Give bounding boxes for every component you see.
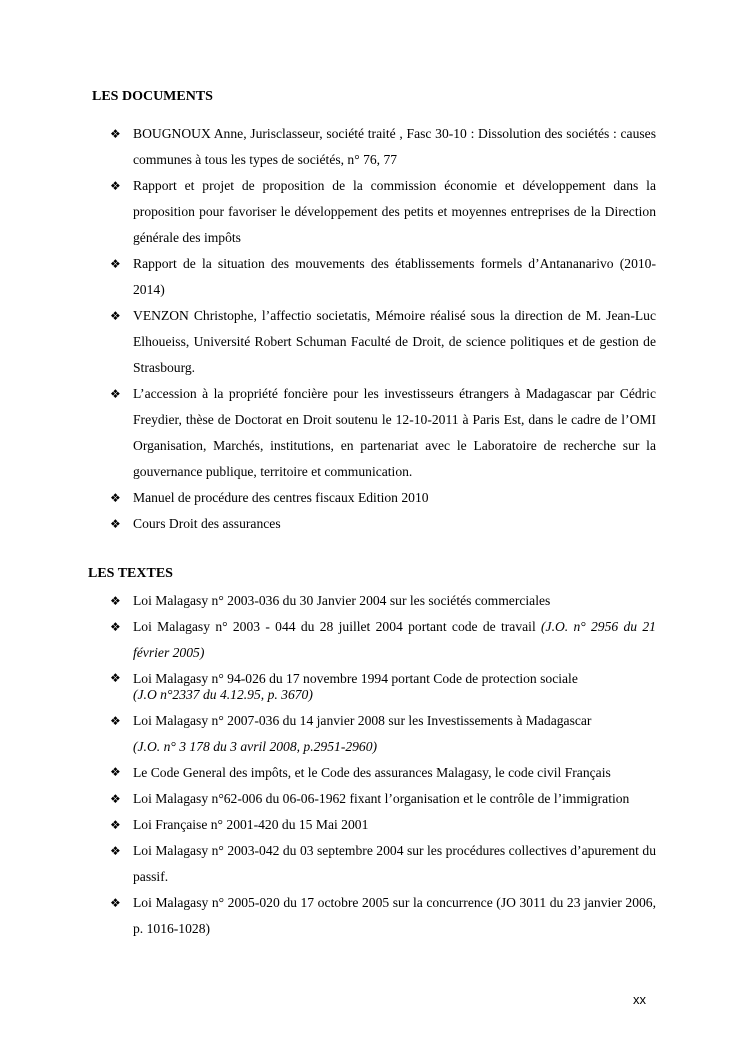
documents-list <box>110 121 656 537</box>
diamond-bullet-icon: ❖ <box>110 714 121 728</box>
diamond-bullet-icon: ❖ <box>110 818 121 832</box>
list-item: ❖ Loi Malagasy n° 94-026 du 17 novembre 1994 portant Code de protection sociale (J.O n°2337 du 4.12.95, p. 3670) <box>110 671 578 702</box>
diamond-bullet-icon: ❖ <box>110 792 121 806</box>
diamond-bullet-icon: ❖ <box>110 309 121 323</box>
list-item: ❖ Cours Droit des assurances <box>110 511 656 537</box>
diamond-bullet-icon: ❖ <box>110 765 121 779</box>
list-item: ❖ Loi Française n° 2001-420 du 15 Mai 2001 <box>110 812 656 838</box>
list-item: ❖ Rapport de la situation des mouvements des établissements formels d’Antananarivo (2010-2014) <box>110 251 656 303</box>
documents-heading: LES DOCUMENTS <box>92 89 213 104</box>
list-item: ❖ Loi Malagasy n° 2005-020 du 17 octobre 2005 sur la concurrence (JO 3011 du 23 janvier 2006, p. 1016-1028) <box>110 890 656 942</box>
diamond-bullet-icon: ❖ <box>110 491 121 505</box>
diamond-bullet-icon: ❖ <box>110 671 121 685</box>
list-item: ❖ Loi Malagasy n° 2003-042 du 03 septembre 2004 sur les procédures collectives d’apurement du passif. <box>110 838 656 890</box>
diamond-bullet-icon: ❖ <box>110 620 121 634</box>
diamond-bullet-icon: ❖ <box>110 594 121 608</box>
list-item: ❖ VENZON Christophe, l’affectio societatis, Mémoire réalisé sous la direction de M. Jean-Luc Elhoueiss, Université Robert Schuman Faculté de Droit, de science politiques et de gestion de Strasbourg. <box>110 303 656 381</box>
list-item: ❖ Loi Malagasy n°62-006 du 06-06-1962 fixant l’organisation et le contrôle de l’immigration <box>110 786 656 812</box>
page-number: xx <box>633 992 646 1007</box>
texts-heading: LES TEXTES <box>88 566 173 581</box>
diamond-bullet-icon: ❖ <box>110 257 121 271</box>
list-item: ❖ BOUGNOUX Anne, Jurisclasseur, société traité , Fasc 30-10 : Dissolution des sociétés : causes communes à tous les types de sociétés, n° 76, 77 <box>110 121 656 173</box>
diamond-bullet-icon: ❖ <box>110 179 121 193</box>
list-item: ❖ Loi Malagasy n° 2007-036 du 14 janvier 2008 sur les Investissements à Madagascar (J.O. n° 3 178 du 3 avril 2008, p.2951-2960) <box>110 708 656 760</box>
list-item: ❖ Rapport et projet de proposition de la commission économie et développement dans la proposition pour favoriser le développement des petits et moyennes entreprises de la Direction générale des impôts <box>110 173 656 251</box>
diamond-bullet-icon: ❖ <box>110 896 121 910</box>
list-item: ❖ Manuel de procédure des centres fiscaux Edition 2010 <box>110 485 656 511</box>
diamond-bullet-icon: ❖ <box>110 387 121 401</box>
list-item: ❖ Loi Malagasy n° 2003 - 044 du 28 juillet 2004 portant code de travail (J.O. n° 2956 du 21 février 2005) <box>110 614 656 666</box>
diamond-bullet-icon: ❖ <box>110 127 121 141</box>
list-item: ❖ Loi Malagasy n° 2003-036 du 30 Janvier 2004 sur les sociétés commerciales <box>110 588 656 614</box>
diamond-bullet-icon: ❖ <box>110 517 121 531</box>
diamond-bullet-icon: ❖ <box>110 844 121 858</box>
list-item: ❖ L’accession à la propriété foncière pour les investisseurs étrangers à Madagascar par Cédric Freydier, thèse de Doctorat en Droit soutenu le 12-10-2011 à Paris Est, dans le cadre de l’OMI Organisation, Marchés, institutions, en partenariat avec le Laboratoire de recherche sur la gouvernance publique, territoire et communication. <box>110 381 656 485</box>
list-item: ❖ Le Code General des impôts, et le Code des assurances Malagasy, le code civil Français <box>110 765 611 780</box>
texts-list <box>110 588 656 942</box>
